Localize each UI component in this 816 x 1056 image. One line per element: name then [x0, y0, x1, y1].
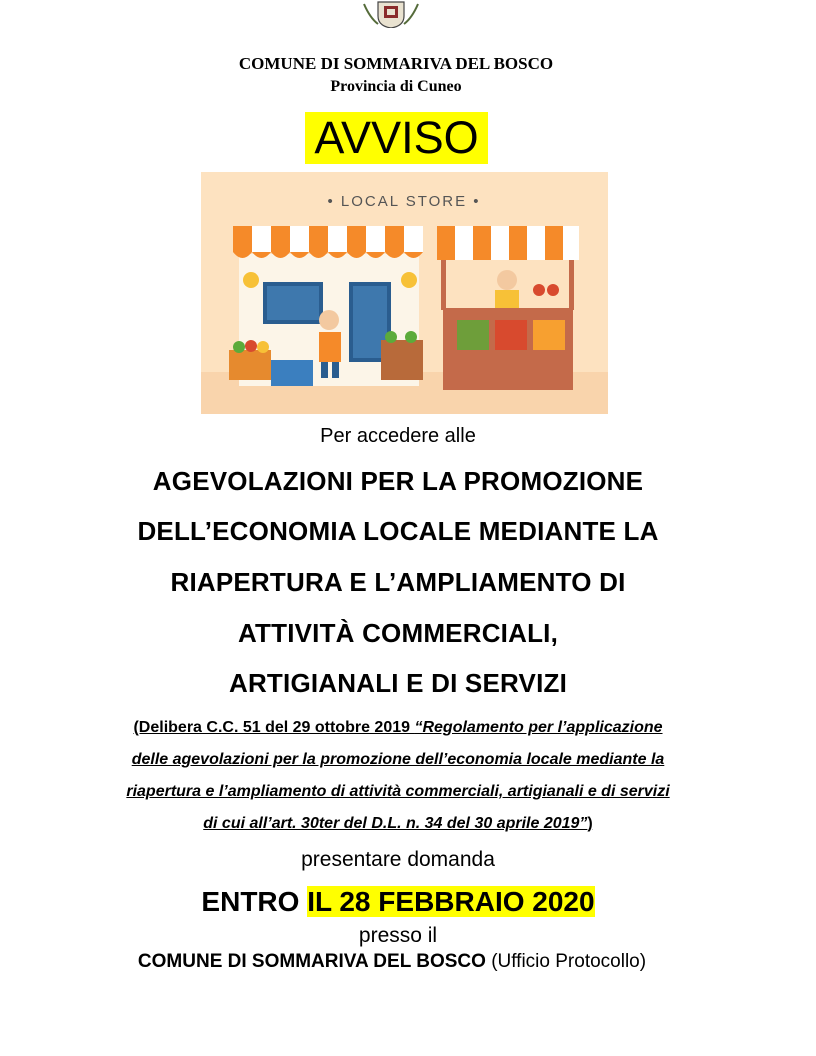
presso-text: presso il [358, 924, 438, 947]
title-line-2: DELL’ECONOMIA LOCALE MEDIANTE LA [137, 516, 659, 546]
municipality-name: COMUNE DI SOMMARIVA DEL BOSCO [238, 54, 554, 73]
reference-line-2: delle agevolazioni per la promozione dell’economia locale mediante la [131, 751, 665, 768]
title-line-4: ATTIVITÀ COMMERCIALI, [237, 618, 559, 648]
office-name: COMUNE DI SOMMARIVA DEL BOSCO [137, 951, 486, 972]
office-line [0, 951, 790, 973]
action-text: presentare domanda [301, 848, 495, 871]
intro-text: Per accedere alle [320, 425, 476, 447]
office-detail: (Ufficio Protocollo) [485, 951, 647, 972]
reference-line-3: riapertura e l’ampliamento di attività commerciali, artigianali e di servizi [126, 783, 670, 800]
title-line-1: AGEVOLAZIONI PER LA PROMOZIONE [152, 466, 644, 496]
municipal-crest-icon [358, 0, 424, 28]
title-line-3: RIAPERTURA E L’AMPLIAMENTO DI [170, 567, 626, 597]
province-name: Provincia di Cuneo [330, 78, 462, 95]
deadline-prefix: ENTRO [201, 886, 308, 917]
notice-title: AVVISO [305, 112, 488, 164]
title-line-5: ARTIGIANALI E DI SERVIZI [228, 668, 567, 698]
deadline [0, 886, 796, 918]
reference-line-4: di cui all’art. 30ter del D.L. n. 34 del 30 aprile 2019”) [203, 815, 593, 832]
reference-line-1: (Delibera C.C. 51 del 29 ottobre 2019 “Regolamento per l’applicazione [133, 719, 663, 736]
stall-awning [437, 226, 579, 260]
local-store-illustration [201, 172, 608, 414]
local-store-sign: • LOCAL STORE • [327, 193, 481, 210]
deadline-date: IL 28 FEBBRAIO 2020 [307, 886, 595, 917]
